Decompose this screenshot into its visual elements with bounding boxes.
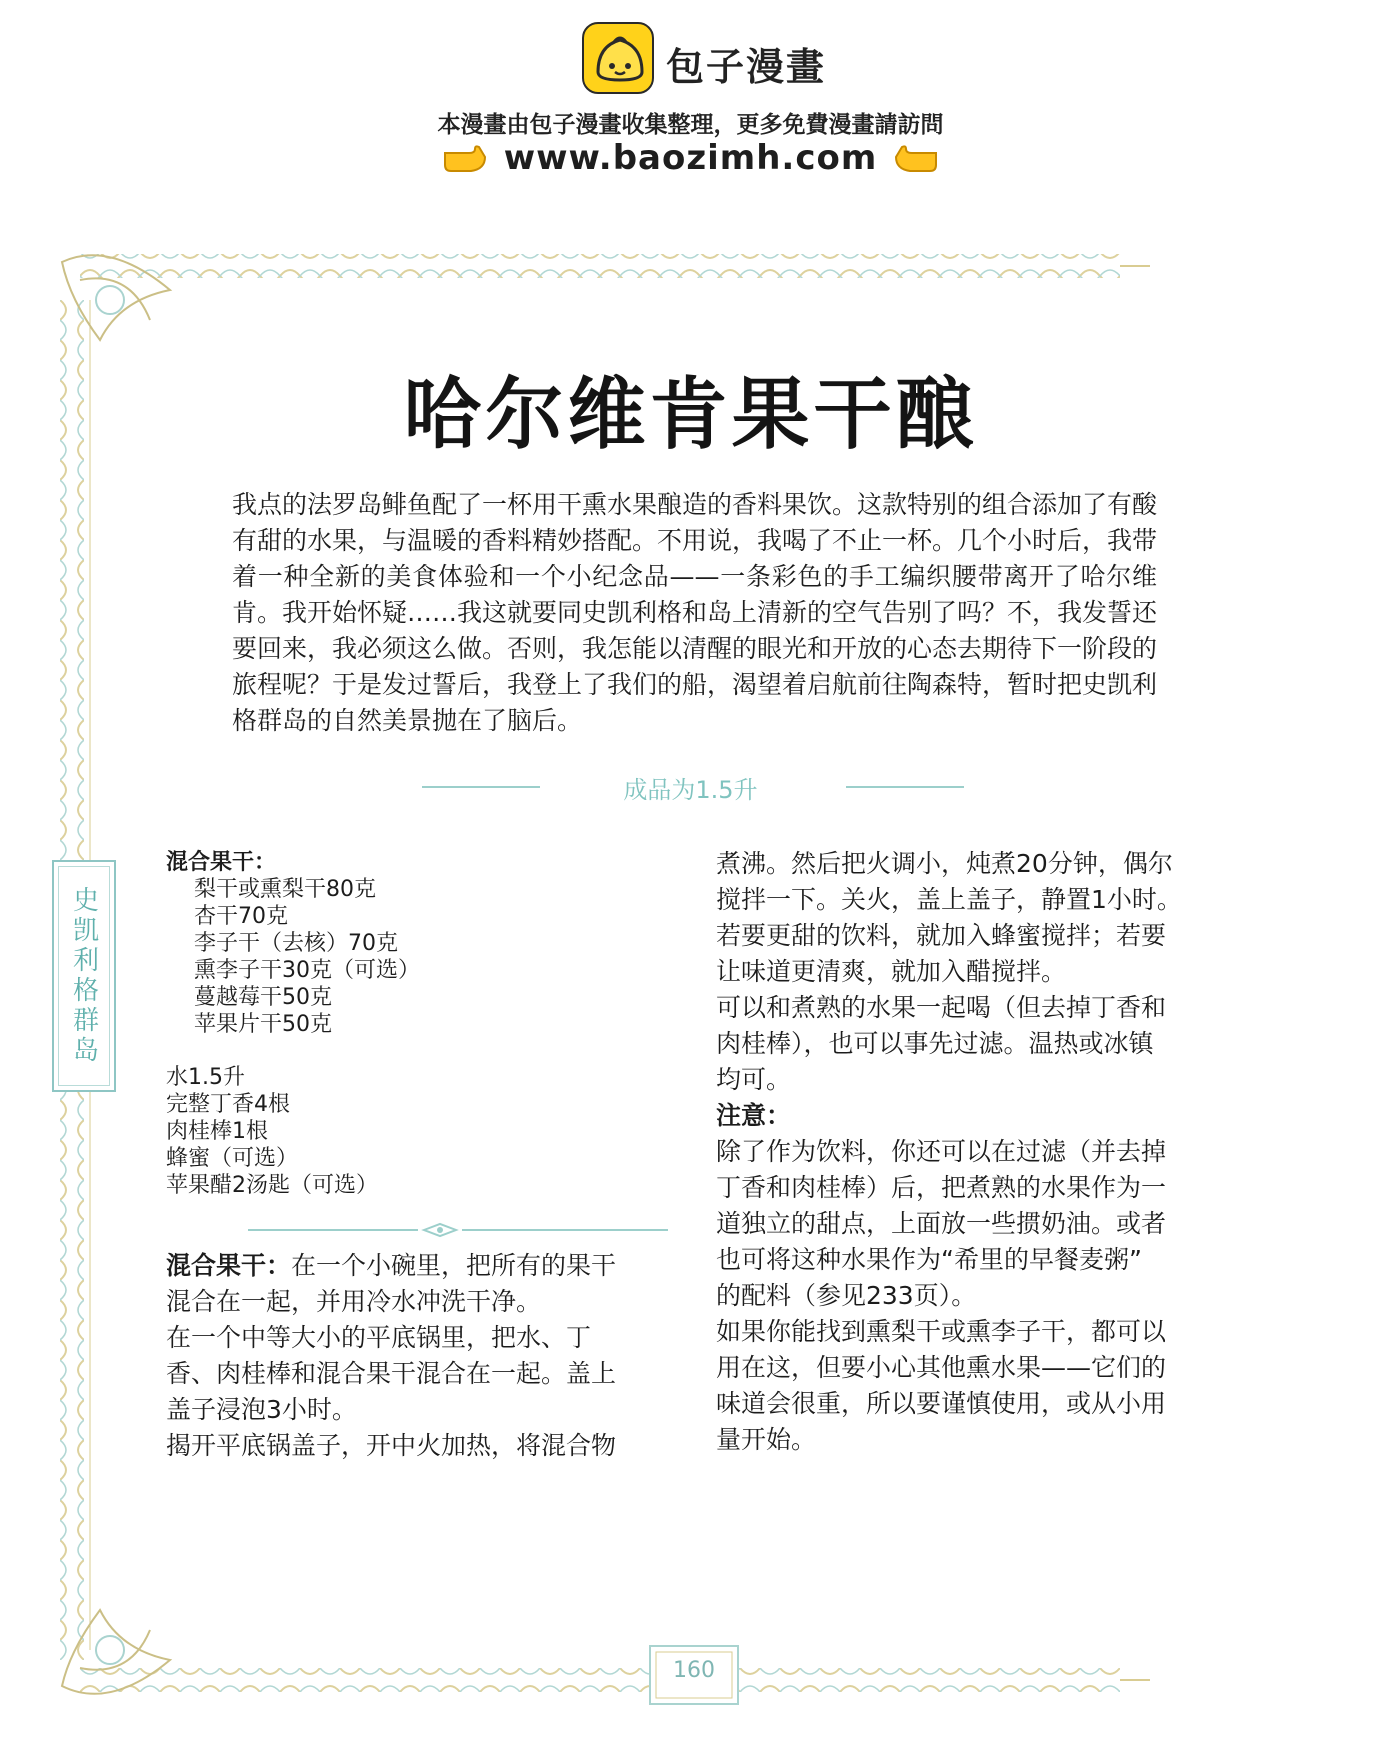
method-line: 可以和煮熟的水果一起喝（但去掉丁香和: [716, 993, 1167, 1022]
method-line: 若要更甜的饮料，就加入蜂蜜搅拌；若要: [716, 921, 1167, 950]
method-line: 搅拌一下。关火，盖上盖子，静置1小时。: [716, 885, 1182, 914]
recipe-intro: 我点的法罗岛鲱鱼配了一杯用干熏水果酿造的香料果饮。这款特别的组合添加了有酸有甜的水果，与温暖的香料精妙搭配。不用说，我喝了不止一杯。几个小时后，我带着一种全新的美食体验和一个小纪念品——一条彩色的手工编织腰带离开了哈尔维肯。我开始怀疑……我这就要同史凯利格和岛上清新的空气告别了吗？不，我发誓还要回来，我必须这么做。否则，我怎能以清醒的眼光和开放的心态去期待下一阶段的旅程呢？于是发过誓后，我登上了我们的船，渴望着启航前往陶森特，暂时把史凯利格群岛的自然美景抛在了脑后。: [232, 490, 1158, 735]
ingredient-group-title: 混合果干：: [166, 850, 277, 875]
ingredient-item: 杏干70克: [194, 904, 288, 929]
page-number: 160: [673, 1658, 715, 1683]
chapter-side-tab: [52, 860, 116, 1092]
method-column-right: [716, 846, 1216, 1458]
method-line: 均可。: [716, 1065, 792, 1094]
note-line: 用在这，但要小心其他熏水果——它们的: [716, 1353, 1167, 1382]
method-line: 在一个中等大小的平底锅里，把水、丁: [166, 1323, 592, 1352]
ingredients-list: [166, 849, 420, 1199]
watermark-note: 本漫畫由包子漫畫收集整理，更多免費漫畫請訪問: [437, 112, 944, 138]
ingredient-item: 肉桂棒1根: [166, 1119, 268, 1144]
method-line: 揭开平底锅盖子，开中火加热，将混合物: [166, 1431, 617, 1460]
recipe-title: 哈尔维肯果干酿: [403, 370, 978, 460]
note-line: 丁香和肉桂棒）后，把煮熟的水果作为一: [716, 1173, 1167, 1202]
note-line: 除了作为饮料，你还可以在过滤（并去掉: [716, 1137, 1167, 1166]
chapter-label: 史凯利格群岛: [68, 886, 99, 1066]
method-line: 香、肉桂棒和混合果干混合在一起。盖上: [166, 1359, 617, 1388]
method-line: 肉桂棒），也可以事先过滤。温热或冰镇: [716, 1029, 1154, 1058]
note-line: 味道会很重，所以要谨慎使用，或从小用: [716, 1389, 1167, 1418]
ingredient-item: 苹果醋2汤匙（可选）: [166, 1173, 378, 1198]
method-line: 混合在一起，并用冷水冲洗干净。: [166, 1287, 542, 1316]
note-line: 也可将这种水果作为“希里的早餐麦粥”: [716, 1245, 1142, 1274]
yield-divider-right: [846, 786, 964, 788]
watermark-url-link[interactable]: www.baozimh.com: [503, 138, 878, 178]
ingredient-item: 李子干（去核）70克: [194, 931, 398, 956]
recipe-yield: 成品为1.5升: [623, 776, 758, 804]
ingredient-item: 蔓越莓干50克: [194, 985, 332, 1010]
method-line: 盖子浸泡3小时。: [166, 1395, 357, 1424]
method-column-left: [166, 1248, 666, 1464]
ornament-divider: [248, 1222, 668, 1238]
note-label: 注意：: [716, 1101, 792, 1130]
note-line: 道独立的甜点，上面放一些掼奶油。或者: [716, 1209, 1167, 1238]
ingredient-item: 梨干或熏梨干80克: [194, 877, 376, 902]
ingredient-item: 蜂蜜（可选）: [166, 1146, 299, 1171]
ingredient-item: 苹果片干50克: [194, 1012, 332, 1037]
watermark-brand[interactable]: 包子漫畫: [666, 45, 827, 89]
ingredient-item: 熏李子干30克（可选）: [194, 958, 420, 983]
method-line: 混合果干：在一个小碗里，把所有的果干: [166, 1251, 617, 1280]
ingredient-item: 水1.5升: [166, 1065, 245, 1090]
ingredient-item: 完整丁香4根: [166, 1092, 290, 1117]
method-line: 煮沸。然后把火调小，炖煮20分钟，偶尔: [716, 849, 1173, 878]
method-line: 让味道更清爽，就加入醋搅拌。: [716, 957, 1067, 986]
note-line: 量开始。: [716, 1425, 817, 1454]
note-line: 的配料（参见233页）。: [716, 1281, 977, 1310]
method-label: 混合果干：: [166, 1251, 292, 1280]
note-line: 如果你能找到熏梨干或熏李子干，都可以: [716, 1317, 1167, 1346]
